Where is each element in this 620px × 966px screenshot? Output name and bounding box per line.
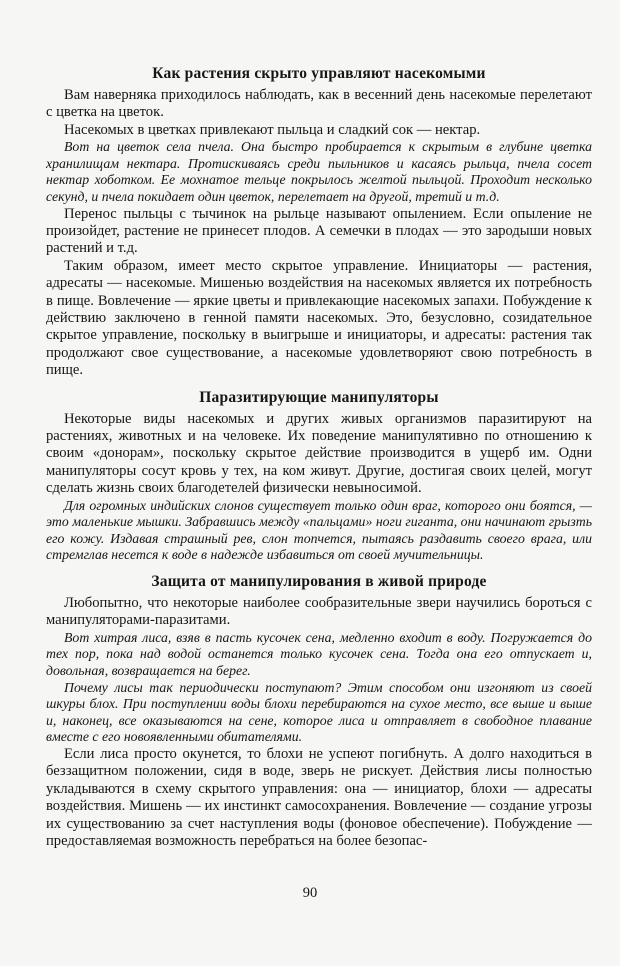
example-paragraph: Почему лисы так периодически поступают? Этим способом они изгоняют из своей шкуры блох. При поступлении воды блохи перебираются на сухое место, все выше и выше и, наконец, все оказываются на сене, которое лиса и отправляет в свободное плавание вместе с его новоявленными обитателями. [46,679,592,745]
example-paragraph: Для огромных индийских слонов существует только один враг, которого они боятся, — это маленькие мышки. Забравшись между «пальцами» ноги гиганта, они начинают грызть его кожу. Издавая страшный рев, слон топчется, пытаясь раздавить своего врага, или стремглав несется к воде в надежде избавиться от своей мучительницы. [46,497,592,563]
section-defense-in-nature [46,572,592,850]
paragraph: Перенос пыльцы с тычинок на рыльце называют опылением. Если опыление не произойдет, растение не принесет плодов. А семечки в плодах — это зародыши новых растений и т.д. [46,205,592,257]
paragraph: Насекомых в цветках привлекают пыльца и сладкий сок — нектар. [64,121,481,138]
paragraph: Если лиса просто окунется, то блохи не успеют погибнуть. А долго находиться в беззащитном положении, сидя в воде, зверь не рискует. Действия лисы полностью укладываются в схему скрытого управления: она — инициатор, блохи — адресаты воздействия. Мишень — их инстинкт самосохранения. Вовлечение — создание угрозы их существованию за счет наступления воды (фоновое обеспечение). Побуждение — предоставляемая возможность перебраться на более безопас- [46,746,592,850]
paragraph: Некоторые виды насекомых и других живых организмов паразитируют на растениях, животных и на человеке. Их поведение манипулятивно по отношению к своим «донорам», поскольку скрытое действие производится в ущерб им. Одни манипуляторы сосут кровь у тех, на ком живут. Другие, достигая своих целей, могут сделать жизнь своих благодетелей физически невыносимой. [46,410,592,497]
section-heading: Паразитирующие манипуляторы [199,388,439,406]
section-heading: Защита от манипулирования в живой природе [151,573,487,591]
example-paragraph: Вот на цветок села пчела. Она быстро пробирается к скрытым в глубине цветка хранилищам нектара. Протискиваясь среди пыльников и касаясь рыльца, пчела сосет нектар хоботком. Ее мохнатое тельце покрылось желтой пыльцой. Проходит несколько секунд, и пчела покидает один цветок, перелетает на другой, третий и т.д. [46,139,592,204]
paragraph: Вам наверняка приходилось наблюдать, как в весенний день насекомые перелетают с цветка на цветок. [46,87,592,121]
example-paragraph: Вот хитрая лиса, взяв в пасть кусочек сена, медленно входит в воду. Погружается до тех пор, пока над водой останется только кусочек сена. Тогда она его отпускает и, довольная, возвращается на берег. [46,629,592,679]
section-heading: Как растения скрыто управляют насекомыми [152,65,486,82]
paragraph: Таким образом, имеет место скрытое управление. Инициаторы — растения, адресаты — насекомые. Мишенью воздействия на насекомых является их потребность в пище. Вовлечение — яркие цветы и привлекающие насекомых запахи. Побуждение к действию заключено в генной памяти насекомых. Это, безусловно, созидательное скрытое управление, поскольку в выигрыше и инициаторы, и адресаты: растения так продолжают свое существование, а насекомые удовлетворяют свою потребность в пище. [46,257,592,379]
paragraph: Любопытно, что некоторые наиболее сообразительные звери научились бороться с манипуляторами-паразитами. [46,595,592,629]
section-plants-control-insects [46,64,592,380]
page-number: 90 [302,885,318,901]
section-parasitic-manipulators [46,388,592,564]
